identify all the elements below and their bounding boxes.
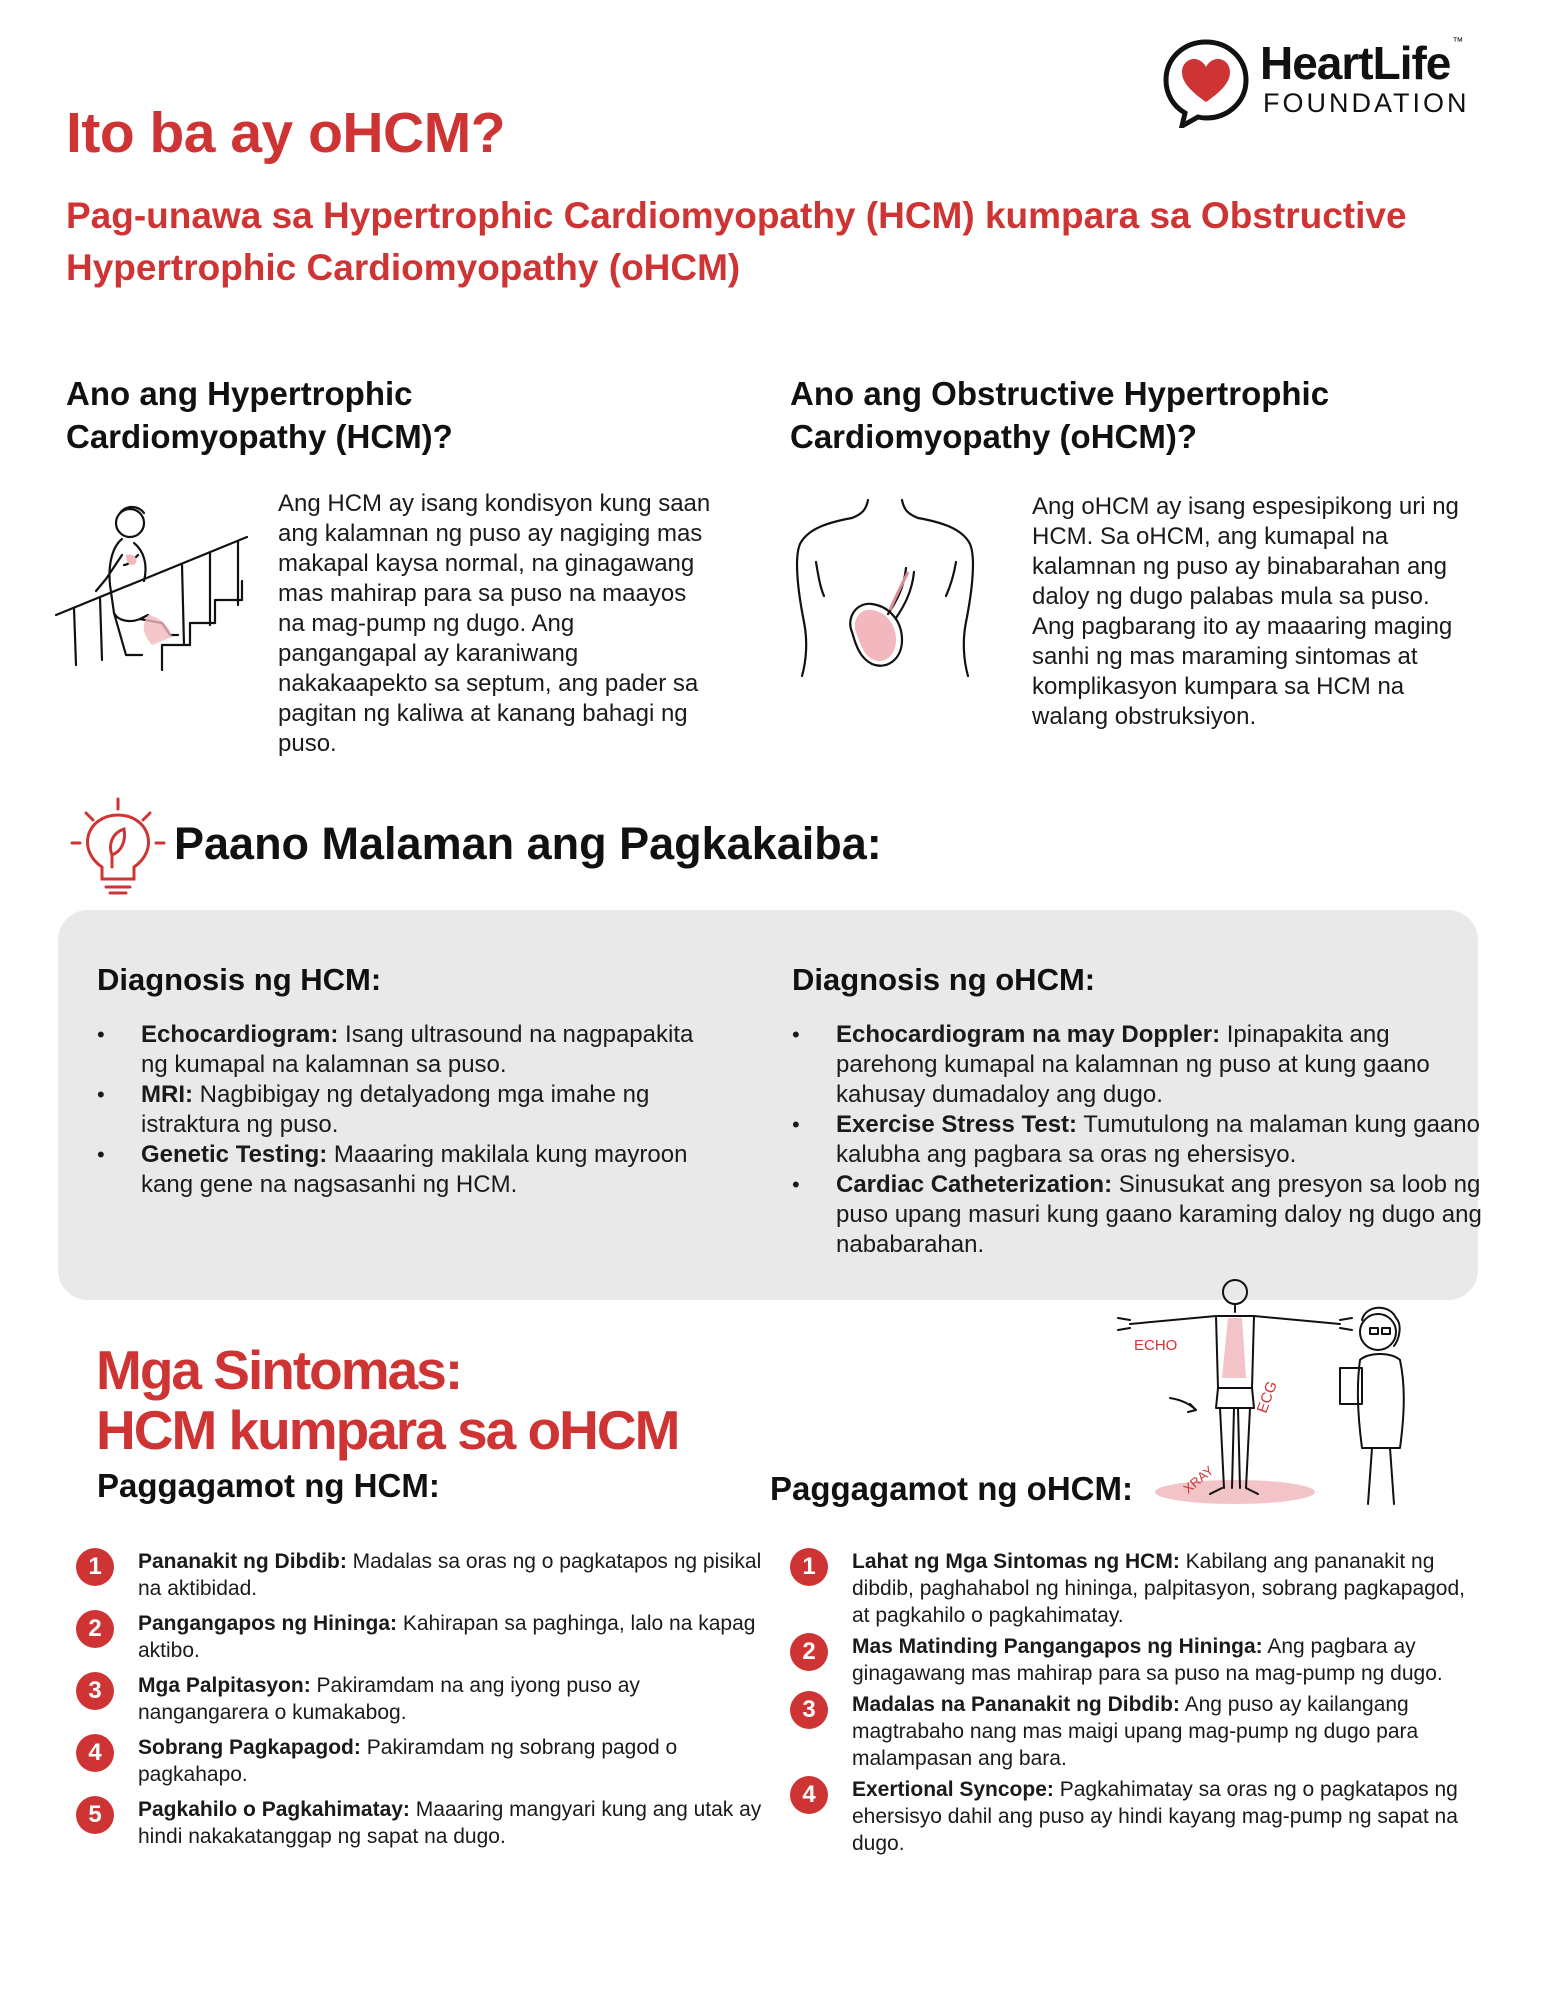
- list-item: [76, 1548, 776, 1602]
- diagnosis-hcm-list: [97, 1020, 717, 1200]
- number-badge: 3: [76, 1672, 114, 1710]
- number-badge: 4: [76, 1734, 114, 1772]
- item-term: Pangangapos ng Hininga:: [138, 1612, 398, 1635]
- trademark: ™: [1452, 36, 1463, 48]
- page-subtitle: Pag-unawa sa Hypertrophic Cardiomyopathy (HCM) kumpara sa Obstructive Hypertrophic Cardiomyopathy (oHCM): [66, 195, 1407, 288]
- item-term: Mga Palpitasyon:: [138, 1674, 311, 1697]
- list-item: [790, 1548, 1470, 1629]
- xray-label: XRAY: [1180, 1462, 1217, 1497]
- list-item: [790, 1633, 1470, 1687]
- item-term: Pananakit ng Dibdib:: [138, 1550, 347, 1573]
- list-item: [97, 1140, 717, 1200]
- item-desc: Kabilang ang pananakit ng dibdib, paghahabol ng hininga, palpitasyon, sobrang pagkapagod, at pagkahilo o pagkahimatay.: [852, 1550, 1465, 1627]
- list-item: [76, 1672, 776, 1726]
- heart-speech-bubble-icon: [1160, 36, 1252, 128]
- diagnosis-hcm-heading: Diagnosis ng HCM:: [97, 962, 382, 997]
- diagnosis-ohcm-heading: Diagnosis ng oHCM:: [792, 962, 1096, 997]
- ohcm-symptoms-heading: Paggagamot ng oHCM:: [770, 1470, 1133, 1507]
- bullet-icon: •: [792, 1172, 800, 1197]
- bullet-icon: •: [97, 1082, 105, 1107]
- bullet-icon: •: [97, 1142, 105, 1167]
- item-desc: Madalas sa oras ng o pagkatapos ng pisikal na aktibidad.: [138, 1550, 762, 1600]
- list-item: [792, 1170, 1482, 1260]
- hcm-symptoms-list: [76, 1548, 776, 1858]
- item-desc: Ipinapakita ang parehong kumapal na kalamnan ng puso at kung gaano kahusay dumadaloy ang dugo.: [836, 1021, 1430, 1108]
- list-item: [97, 1080, 717, 1140]
- item-term: Cardiac Catheterization:: [836, 1171, 1113, 1198]
- number-badge: 1: [790, 1548, 828, 1586]
- difference-heading: Paano Malaman ang Pagkakaiba:: [174, 818, 882, 869]
- item-term: Genetic Testing:: [141, 1141, 328, 1168]
- list-item: [792, 1110, 1482, 1170]
- item-desc: Isang ultrasound na nagpapakita ng kumapal na kalamnan sa puso.: [141, 1021, 694, 1078]
- lightbulb-icon: [68, 795, 168, 895]
- bullet-icon: •: [792, 1022, 800, 1047]
- item-term: Exertional Syncope:: [852, 1778, 1054, 1801]
- hcm-description: Ang HCM ay isang kondisyon kung saan ang kalamnan ng puso ay nagiging mas makapal kaysa normal, na ginagawang mas mahirap para sa puso na maayos na mag-pump ng dugo. Ang pangangapal ay karaniwang nakakaapekto sa septum, ang pader sa pagitan ng kaliwa at kanang bahagi ng puso.: [278, 490, 711, 757]
- item-desc: Pagkahimatay sa oras ng o pagkatapos ng ehersisyo dahil ang puso ay hindi kayang mag-pump ng sapat na dugo.: [852, 1778, 1458, 1855]
- item-desc: Pakiramdam na ang iyong puso ay nangangarera o kumakabog.: [138, 1674, 640, 1724]
- list-item: [76, 1796, 776, 1850]
- logo-subtitle: FOUNDATION: [1263, 88, 1470, 118]
- item-term: Pagkahilo o Pagkahimatay:: [138, 1798, 410, 1821]
- item-term: Echocardiogram:: [141, 1021, 339, 1048]
- item-desc: Maaaring makilala kung mayroon kang gene na nagsasanhi ng HCM.: [141, 1141, 688, 1198]
- symptoms-title-line2: HCM kumpara sa oHCM: [96, 1399, 679, 1461]
- item-term: Lahat ng Mga Sintomas ng HCM:: [852, 1550, 1180, 1573]
- item-term: MRI:: [141, 1081, 193, 1108]
- list-item: [790, 1691, 1470, 1772]
- number-badge: 2: [76, 1610, 114, 1648]
- person-climbing-stairs-illustration: [52, 495, 262, 675]
- ohcm-heading: Ano ang Obstructive Hypertrophic Cardiomyopathy (oHCM)?: [790, 375, 1330, 455]
- item-term: Madalas na Pananakit ng Dibdib:: [852, 1693, 1180, 1716]
- item-desc: Sinusukat ang presyon sa loob ng puso upang masuri kung gaano karaming daloy ng dugo ang nababarahan.: [836, 1171, 1482, 1258]
- bullet-icon: •: [97, 1022, 105, 1047]
- symptoms-title-line1: Mga Sintomas:: [96, 1339, 462, 1401]
- item-term: Sobrang Pagkapagod:: [138, 1736, 361, 1759]
- item-desc: Maaaring mangyari kung ang utak ay hindi nakakatanggap ng sapat na dugo.: [138, 1798, 762, 1848]
- heartlife-logo: [1160, 36, 1490, 136]
- item-term: Mas Matinding Pangangapos ng Hininga:: [852, 1635, 1263, 1658]
- number-badge: 2: [790, 1633, 828, 1671]
- bullet-icon: •: [792, 1112, 800, 1137]
- item-desc: Nagbibigay ng detalyadong mga imahe ng istraktura ng puso.: [141, 1081, 650, 1138]
- list-item: [76, 1610, 776, 1664]
- item-term: Exercise Stress Test:: [836, 1111, 1078, 1138]
- diagnosis-ohcm-list: [792, 1020, 1482, 1260]
- item-desc: Ang pagbara ay ginagawang mas mahirap para sa puso na mag-pump ng dugo.: [852, 1635, 1443, 1685]
- item-desc: Kahirapan sa paghinga, lalo na kapag aktibo.: [138, 1612, 756, 1662]
- echo-label: ECHO: [1134, 1337, 1178, 1354]
- list-item: [790, 1776, 1470, 1857]
- ohcm-description: Ang oHCM ay isang espesipikong uri ng HCM. Sa oHCM, ang kumapal na kalamnan ng puso ay binabarahan ang daloy ng dugo palabas mula sa puso. Ang pagbarang ito ay maaaring maging sanhi ng mas maraming sintomas at komplikasyon kumpara sa HCM na walang obstruksiyon.: [1032, 493, 1459, 730]
- number-badge: 1: [76, 1548, 114, 1586]
- hcm-heading: Ano ang Hypertrophic Cardiomyopathy (HCM)?: [66, 375, 453, 455]
- symptoms-title: [96, 1340, 678, 1460]
- item-term: Echocardiogram na may Doppler:: [836, 1021, 1221, 1048]
- list-item: [76, 1734, 776, 1788]
- ohcm-symptoms-list: [790, 1548, 1470, 1861]
- logo-brand: HeartLife: [1260, 37, 1451, 89]
- number-badge: 3: [790, 1691, 828, 1729]
- item-desc: Tumutulong na malaman kung gaano kalubha ang pagbara sa oras ng ehersisyo.: [836, 1111, 1480, 1168]
- hcm-symptoms-heading: Paggagamot ng HCM:: [97, 1467, 440, 1504]
- list-item: [97, 1020, 717, 1080]
- patient-exam-illustration: [1110, 1268, 1440, 1508]
- page-title: Ito ba ay oHCM?: [66, 101, 506, 165]
- number-badge: 5: [76, 1796, 114, 1834]
- torso-heart-illustration: [790, 492, 980, 692]
- list-item: [792, 1020, 1482, 1110]
- item-desc: Pakiramdam ng sobrang pagod o pagkahapo.: [138, 1736, 678, 1786]
- item-desc: Ang puso ay kailangang magtrabaho nang mas maigi upang mag-pump ng dugo para malampasan ang bara.: [852, 1693, 1419, 1770]
- ecg-label: ECG: [1253, 1378, 1281, 1416]
- number-badge: 4: [790, 1776, 828, 1814]
